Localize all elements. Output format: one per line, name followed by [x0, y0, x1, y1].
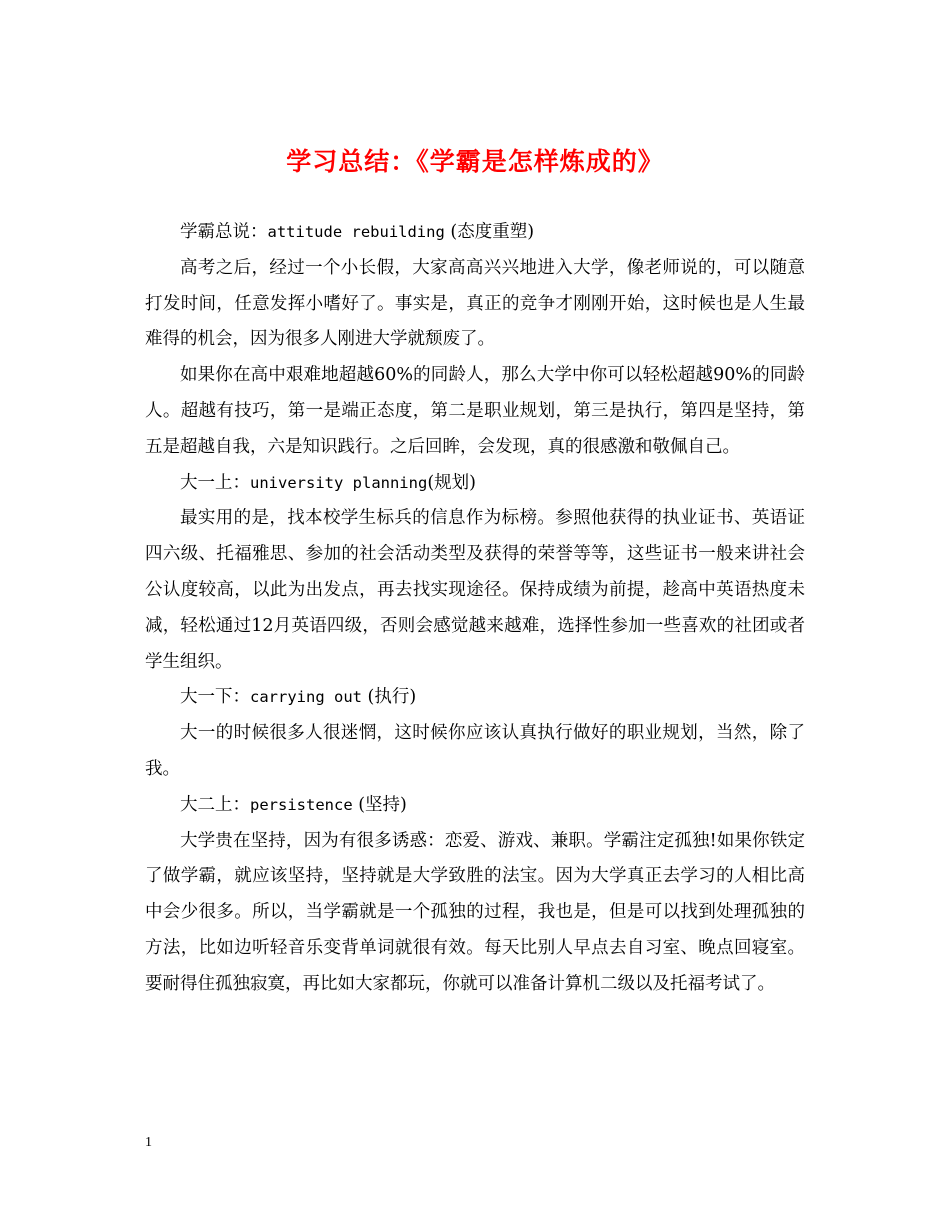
heading-suffix: (态度重塑): [444, 222, 535, 242]
heading-prefix: 大一上：: [180, 472, 250, 493]
paragraph-intro: 高考之后，经过一个小长假，大家高高兴兴地进入大学，像老师说的，可以随意打发时间，任意发挥小嗜好了。事实是，真正的竞争才刚刚开始，这时候也是人生最难得的机会，因为很多人刚进大学就颓废了。: [145, 257, 805, 350]
heading-prefix: 学霸总说：: [180, 222, 268, 242]
document-body: [145, 215, 805, 1003]
page-number: 1: [145, 1135, 152, 1150]
paragraph-persistence: 大学贵在坚持，因为有很多诱惑：恋爱、游戏、兼职。学霸注定孤独!如果你铁定了做学霸，就应该坚持，坚持就是大学致胜的法宝。因为大学真正去学习的人相比高中会少很多。所以，当学霸就是一个孤独的过程，我也是，但是可以找到处理孤独的方法，比如边听轻音乐变背单词就很有效。每天比别人早点去自习室、晚点回寝室。要耐得住孤独寂寞，再比如大家都玩，你就可以准备计算机二级以及托福考试了。: [145, 830, 805, 994]
paragraph-overtake: 如果你在高中艰难地超越60%的同龄人，那么大学中你可以轻松超越90%的同龄人。超越有技巧，第一是端正态度，第二是职业规划，第三是执行，第四是坚持，第五是超越自我，六是知识践行。之后回眸，会发现，真的很感激和敬佩自己。: [145, 365, 805, 457]
heading-english: carrying out: [250, 688, 362, 707]
heading-english: persistence: [250, 795, 353, 814]
document-title: 学习总结：《学霸是怎样炼成的》: [286, 147, 664, 176]
section-heading-persistence: [145, 788, 805, 824]
section-heading-planning: [145, 466, 805, 502]
paragraph-carrying-out: 大一的时候很多人很迷惘，这时候你应该认真执行做好的职业规划，当然，除了我。: [145, 723, 805, 779]
paragraph-planning: 最实用的是，找本校学生标兵的信息作为标榜。参照他获得的执业证书、英语证四六级、托福雅思、参加的社会活动类型及获得的荣誉等等，这些证书一般来讲社会公认度较高，以此为出发点，再去找实现途径。保持成绩为前提，趁高中英语热度未减，轻松通过12月英语四级，否则会感觉越来越难，选择性参加一些喜欢的社团或者学生组织。: [145, 508, 805, 672]
heading-suffix: (执行): [361, 687, 417, 708]
heading-prefix: 大二上：: [180, 794, 250, 815]
section-heading-attitude: [145, 215, 805, 251]
heading-english: university planning: [250, 473, 428, 492]
heading-suffix: (坚持): [352, 794, 407, 815]
section-heading-carrying-out: [145, 680, 805, 716]
heading-suffix: (规划): [427, 472, 476, 493]
heading-english: attitude rebuilding: [267, 223, 445, 241]
heading-prefix: 大一下：: [180, 687, 250, 708]
